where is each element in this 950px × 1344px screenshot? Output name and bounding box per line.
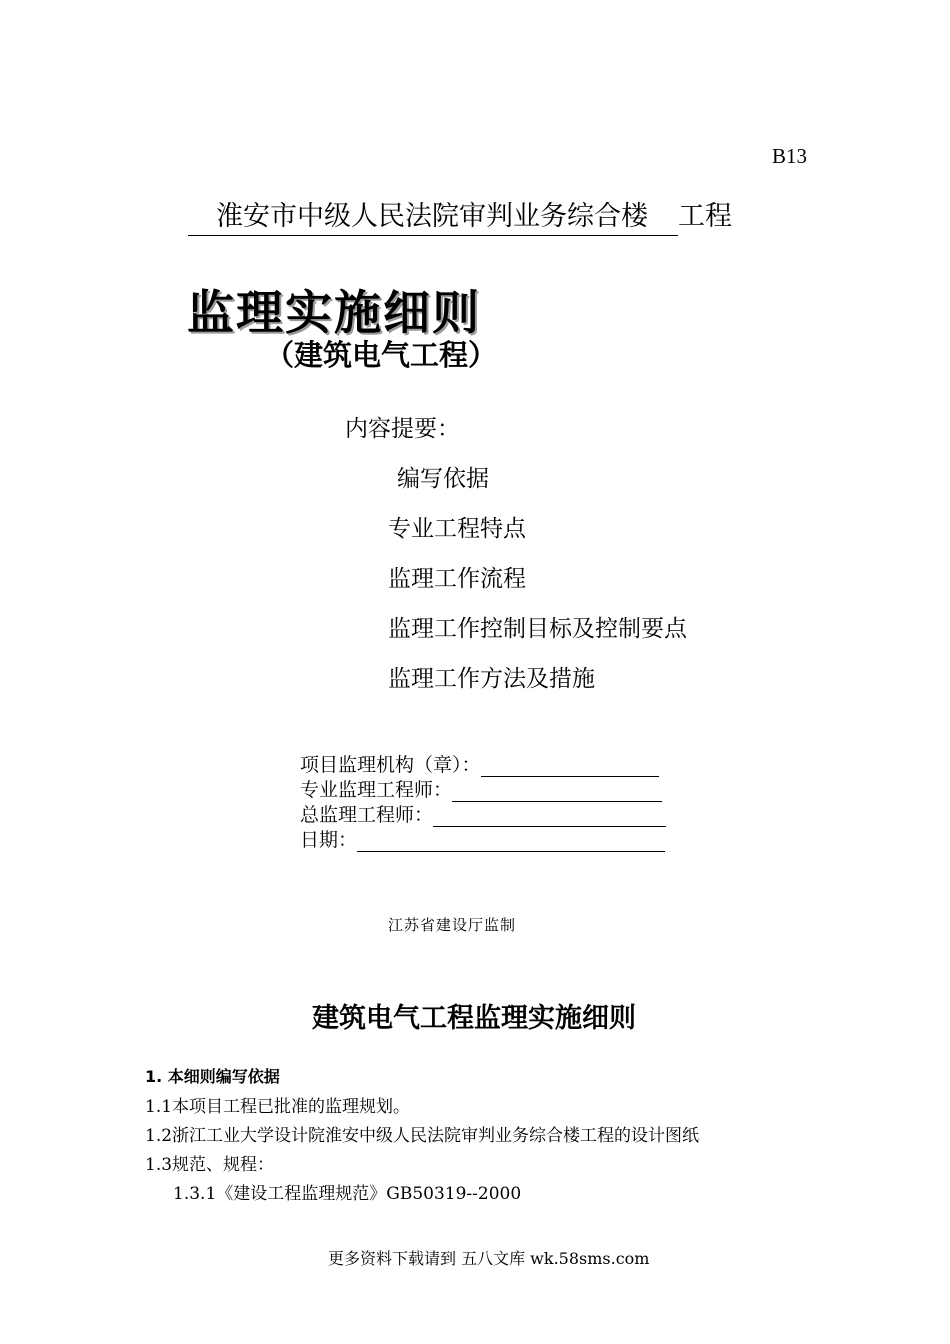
signature-date: [300, 825, 665, 852]
contents-item: 监理工作控制目标及控制要点: [388, 616, 687, 642]
project-title: [188, 194, 732, 236]
project-suffix: 工程: [678, 201, 732, 232]
project-name: 淮安市中级人民法院审判业务综合楼: [188, 194, 678, 236]
signature-org: [300, 750, 659, 777]
signature-date-label: 日期：: [300, 829, 358, 851]
signature-org-label: 项目监理机构（章）：: [300, 754, 481, 776]
contents-item: 专业工程特点: [388, 516, 526, 542]
contents-heading: 内容提要：: [345, 416, 460, 442]
footer-link[interactable]: 更多资料下载请到 五八文库 wk.58sms.com: [328, 1249, 650, 1268]
signature-engineer: [300, 775, 662, 802]
contents-item: 监理工作方法及措施: [388, 666, 595, 692]
main-title: 监理实施细则: [187, 286, 481, 341]
signature-engineer-label: 专业监理工程师：: [300, 779, 453, 801]
sub-title: （建筑电气工程）: [265, 338, 498, 372]
body-title: 建筑电气工程监理实施细则: [312, 1003, 636, 1034]
contents-item: 监理工作流程: [388, 566, 526, 592]
signature-chief: [300, 800, 666, 827]
paragraph: 1.3规范、规程：: [145, 1155, 275, 1175]
issuer: 江苏省建设厅监制: [388, 916, 517, 934]
document-code: B13: [772, 144, 808, 168]
paragraph: 1.2浙江工业大学设计院淮安中级人民法院审判业务综合楼工程的设计图纸: [145, 1126, 700, 1146]
signature-chief-label: 总监理工程师：: [300, 804, 434, 826]
contents-item: 编写依据: [397, 466, 489, 492]
signature-date-line: [357, 833, 665, 852]
section-heading: 1. 本细则编写依据: [145, 1067, 280, 1086]
paragraph: 1.1本项目工程已批准的监理规划。: [145, 1097, 411, 1117]
paragraph: 1.3.1《建设工程监理规范》GB50319--2000: [173, 1184, 522, 1204]
